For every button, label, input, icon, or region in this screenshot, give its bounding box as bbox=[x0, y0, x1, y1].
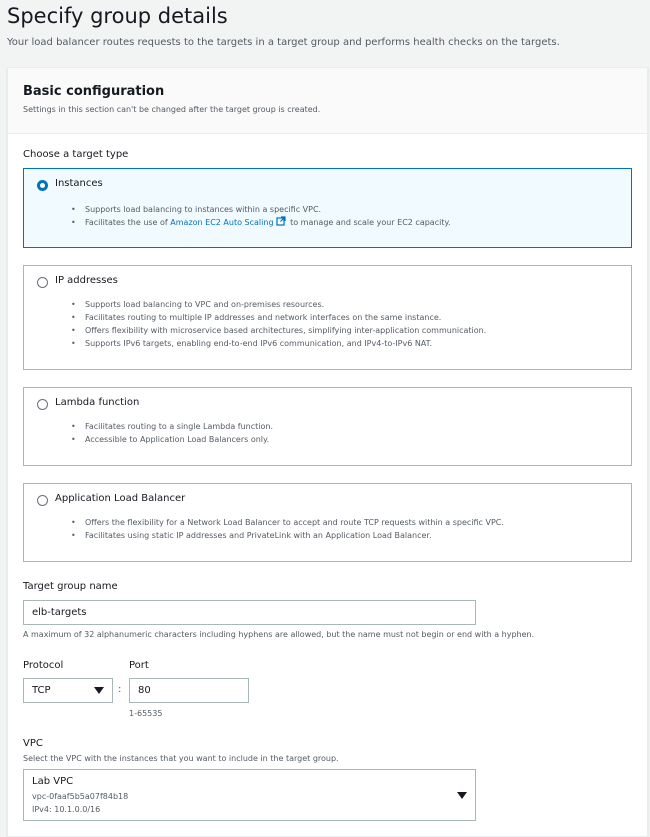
caret-down-icon bbox=[457, 792, 467, 799]
vpc-id: vpc-0faaf5b5a07f84b18 bbox=[32, 792, 129, 801]
tile-title-instances: Instances bbox=[55, 178, 103, 189]
target-group-name-input[interactable]: elb-targets bbox=[23, 600, 476, 625]
target-group-name-hint: A maximum of 32 alphanumeric characters including hyphens are allowed, but the name must not begin or end with a hyphen. bbox=[23, 630, 535, 639]
lambda-bullets bbox=[71, 420, 273, 446]
vpc-cidr: IPv4: 10.1.0.0/16 bbox=[32, 805, 101, 814]
tile-title-ip-addresses: IP addresses bbox=[55, 275, 118, 286]
port-hint: 1-65535 bbox=[129, 709, 163, 718]
page-title: Specify group details bbox=[7, 4, 228, 28]
external-link-icon[interactable] bbox=[276, 216, 286, 226]
list-item: • Supports IPv6 targets, enabling end-to-end IPv6 communication, and IPv4-to-IPv6 NAT. bbox=[71, 337, 486, 350]
vpc-name: Lab VPC bbox=[32, 776, 74, 787]
list-item: • Supports load balancing to instances within a specific VPC. bbox=[71, 203, 451, 216]
port-input[interactable]: 80 bbox=[129, 678, 249, 703]
protocol-label: Protocol bbox=[23, 660, 64, 671]
list-item: • Offers the flexibility for a Network Load Balancer to accept and route TCP requests within a specific VPC. bbox=[71, 516, 504, 529]
bullet-text: Facilitates the use of bbox=[85, 218, 171, 227]
instances-bullets bbox=[71, 203, 451, 229]
alb-bullets bbox=[71, 516, 504, 542]
list-item: • Facilitates routing to a single Lambda function. bbox=[71, 420, 273, 433]
tile-title-application-load-balancer: Application Load Balancer bbox=[55, 493, 186, 504]
vpc-label: VPC bbox=[23, 738, 43, 749]
vpc-hint: Select the VPC with the instances that you want to include in the target group. bbox=[23, 754, 339, 763]
list-item: • Facilitates routing to multiple IP addresses and network interfaces on the same instance. bbox=[71, 311, 486, 324]
target-type-label: Choose a target type bbox=[23, 149, 129, 160]
ip-addresses-bullets bbox=[71, 298, 486, 350]
panel-title: Basic configuration bbox=[23, 84, 165, 99]
target-group-name-label: Target group name bbox=[23, 581, 118, 592]
target-type-lambda-function[interactable] bbox=[23, 387, 632, 466]
target-type-instances[interactable] bbox=[23, 168, 632, 248]
list-item: • Facilitates using static IP addresses and PrivateLink with an Application Load Balancer. bbox=[71, 529, 504, 542]
bullet-text: to manage and scale your EC2 capacity. bbox=[287, 218, 451, 227]
radio-ip-addresses[interactable] bbox=[37, 277, 48, 288]
target-type-application-load-balancer[interactable] bbox=[23, 483, 632, 562]
vpc-select[interactable] bbox=[23, 769, 476, 821]
list-item bbox=[71, 216, 451, 229]
radio-lambda-function[interactable] bbox=[37, 399, 48, 410]
list-item: • Offers flexibility with microservice based architectures, simplifying inter-application communication. bbox=[71, 324, 486, 337]
list-item: • Accessible to Application Load Balancers only. bbox=[71, 433, 273, 446]
caret-down-icon bbox=[94, 687, 104, 694]
port-label: Port bbox=[129, 660, 149, 671]
radio-instances[interactable] bbox=[37, 180, 48, 191]
ec2-auto-scaling-link[interactable]: Amazon EC2 Auto Scaling bbox=[170, 218, 274, 227]
protocol-port-separator: : bbox=[118, 684, 122, 695]
list-item: • Supports load balancing to VPC and on-premises resources. bbox=[71, 298, 486, 311]
panel-header bbox=[8, 68, 647, 134]
protocol-select[interactable] bbox=[23, 678, 113, 703]
radio-application-load-balancer[interactable] bbox=[37, 495, 48, 506]
target-type-ip-addresses[interactable] bbox=[23, 265, 632, 370]
tile-title-lambda-function: Lambda function bbox=[55, 397, 140, 408]
panel-subtitle: Settings in this section can't be changed after the target group is created. bbox=[23, 105, 321, 114]
protocol-value: TCP bbox=[32, 685, 51, 696]
basic-configuration-panel bbox=[7, 67, 648, 837]
page-description: Your load balancer routes requests to the targets in a target group and performs health checks on the targets. bbox=[7, 37, 560, 48]
